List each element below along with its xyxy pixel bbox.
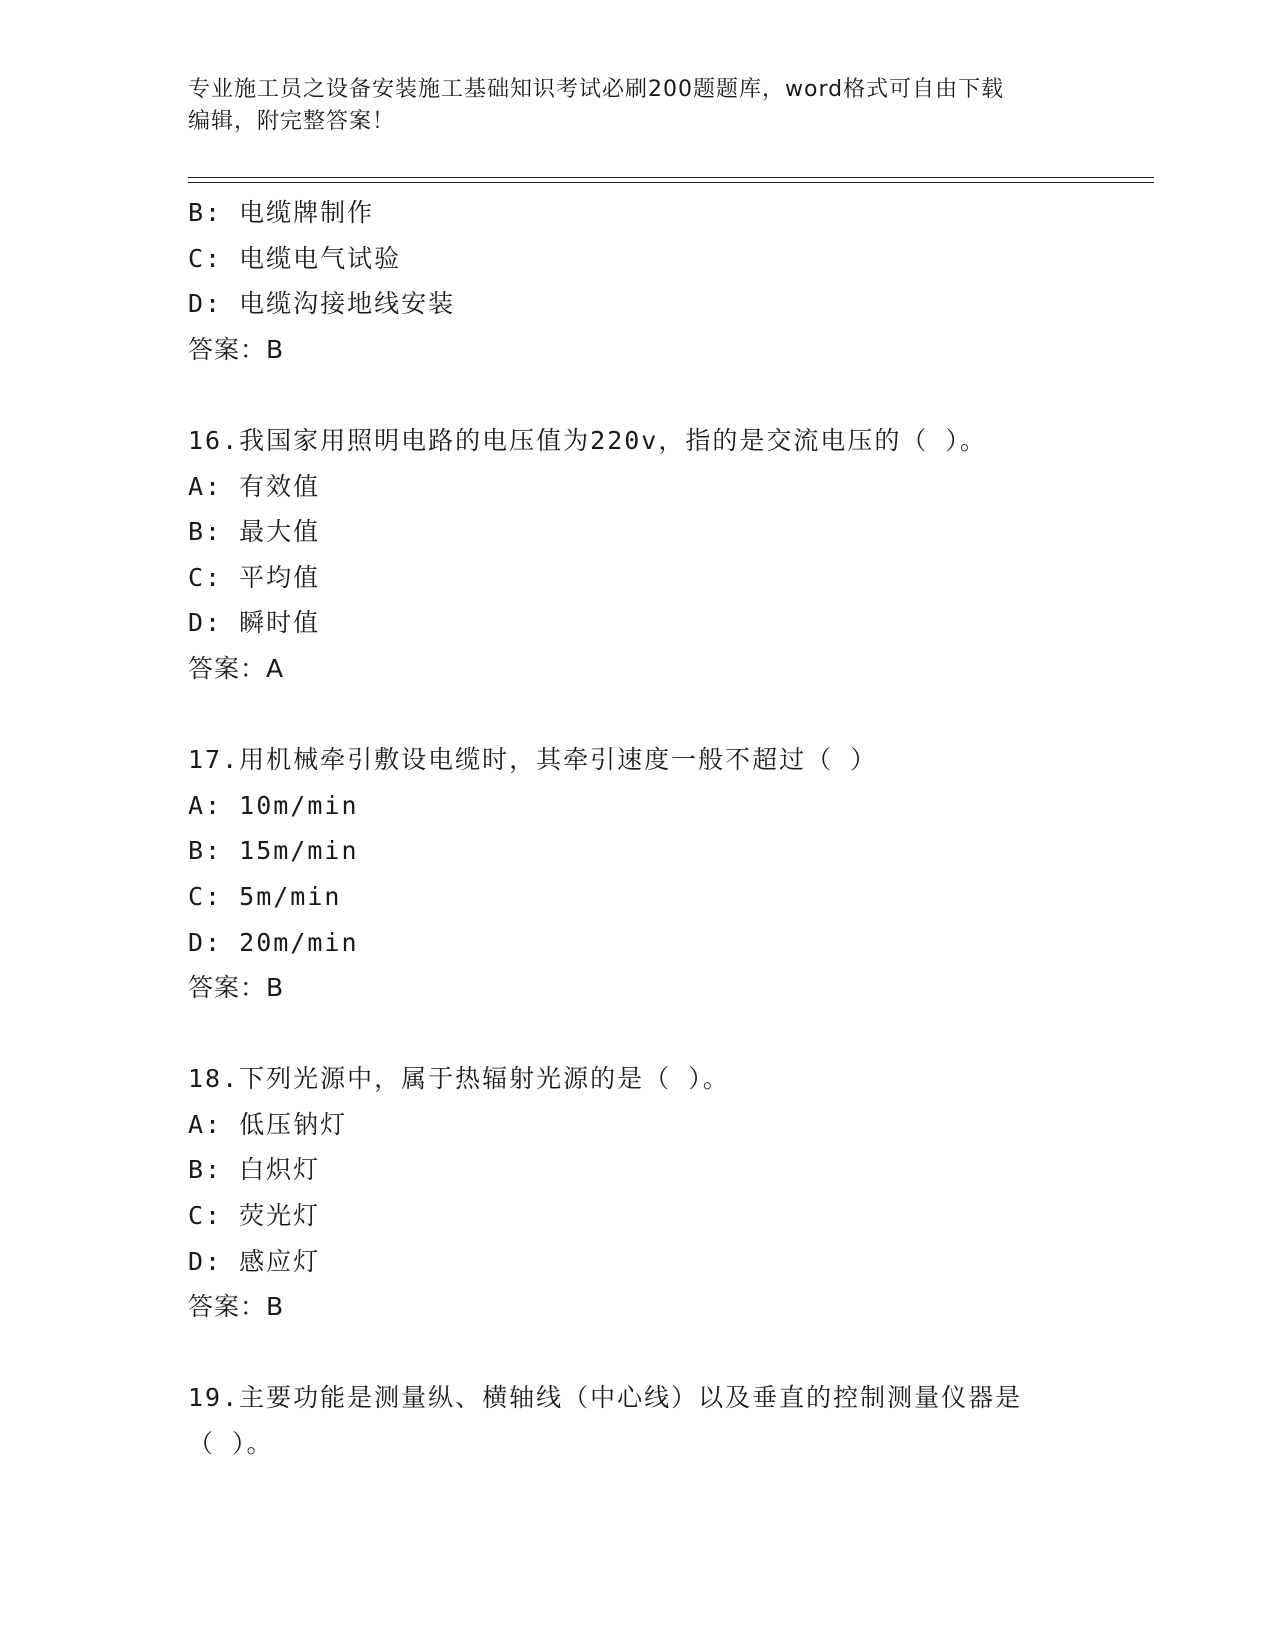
q17-option-a: A: 10m/min	[188, 790, 359, 820]
question-19	[188, 1375, 1148, 1466]
q16-option-c: C: 平均值	[188, 562, 321, 592]
q17-option-b: B: 15m/min	[188, 836, 359, 866]
question-17	[188, 737, 1148, 1011]
spacer	[188, 372, 1148, 418]
q15-option-c: C: 电缆电气试验	[188, 243, 402, 273]
q15-answer: 答案：B	[188, 334, 285, 364]
document-header	[188, 74, 1088, 138]
q18-option-b: B: 白炽灯	[188, 1155, 321, 1185]
question-15-tail	[188, 190, 1148, 372]
q17-answer: 答案：B	[188, 973, 285, 1003]
q16-question: 16.我国家用照明电路的电压值为220v，指的是交流电压的（ ）。	[188, 425, 987, 455]
q18-option-c: C: 荧光灯	[188, 1201, 321, 1231]
question-16	[188, 418, 1148, 692]
q16-option-b: B: 最大值	[188, 517, 321, 547]
q17-option-c: C: 5m/min	[188, 881, 342, 911]
q17-option-d: D: 20m/min	[188, 927, 359, 957]
q19-question-line-2: （ ）。	[188, 1429, 274, 1459]
q15-option-d: D: 电缆沟接地线安装	[188, 289, 456, 319]
q18-option-a: A: 低压钠灯	[188, 1109, 348, 1139]
spacer	[188, 692, 1148, 738]
header-divider-top	[188, 177, 1154, 178]
header-line-2: 编辑，附完整答案！	[188, 109, 396, 134]
q16-option-d: D: 瞬时值	[188, 608, 321, 638]
q18-answer: 答案：B	[188, 1292, 285, 1322]
q16-option-a: A: 有效值	[188, 471, 321, 501]
q17-question: 17.用机械牵引敷设电缆时，其牵引速度一般不超过（ ）	[188, 745, 878, 775]
question-list	[188, 190, 1148, 1467]
header-divider-bottom	[188, 182, 1154, 183]
q16-answer: 答案：A	[188, 653, 285, 683]
question-18	[188, 1056, 1148, 1330]
q18-question: 18.下列光源中，属于热辐射光源的是（ ）。	[188, 1064, 730, 1094]
q15-option-b: B: 电缆牌制作	[188, 198, 375, 227]
q19-question-line-1: 19.主要功能是测量纵、横轴线（中心线）以及垂直的控制测量仪器是	[188, 1383, 1023, 1413]
spacer	[188, 1011, 1148, 1057]
q18-option-d: D: 感应灯	[188, 1246, 321, 1276]
spacer	[188, 1330, 1148, 1376]
header-line-1: 专业施工员之设备安装施工基础知识考试必刷200题题库，word格式可自由下载	[188, 77, 1005, 102]
